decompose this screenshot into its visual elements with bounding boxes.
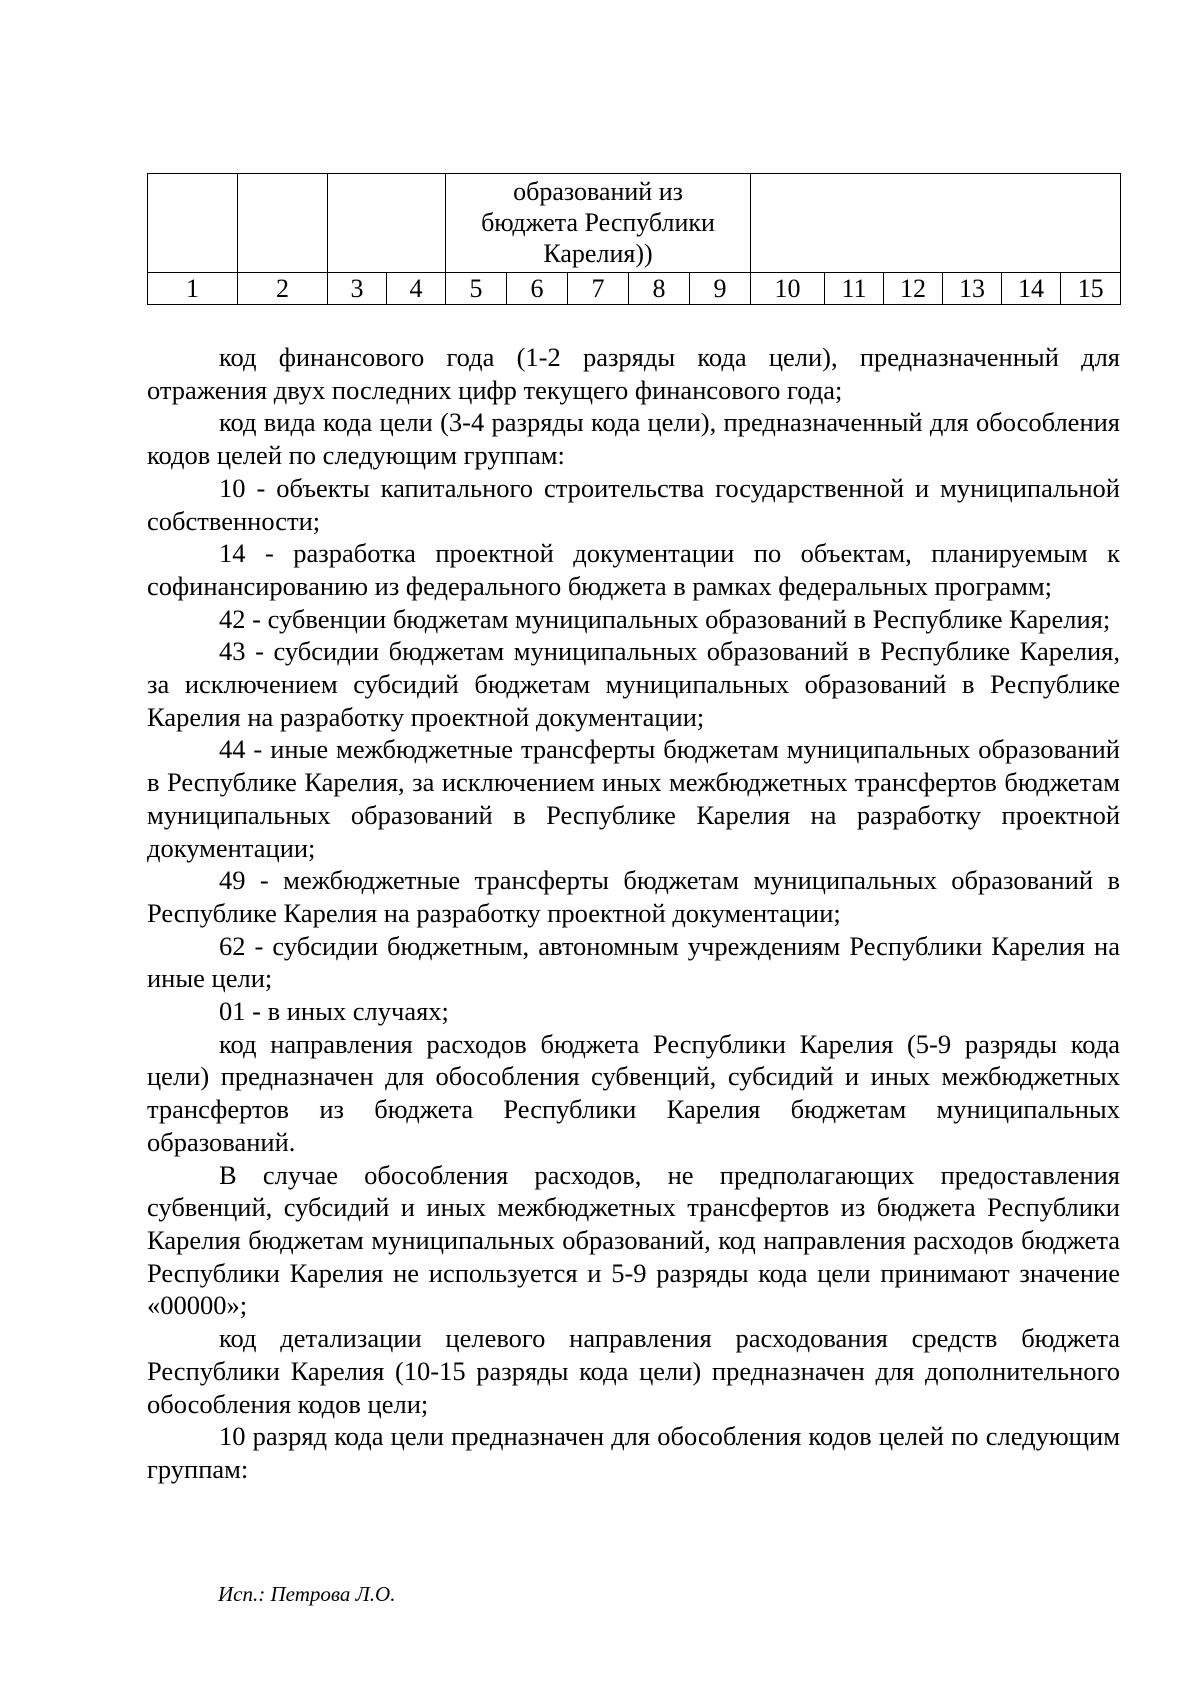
paragraph: код вида кода цели (3-4 разряды кода цели), предназначенный для обособления кодов целей по следующим группам: xyxy=(147,407,1120,471)
paragraph: 42 - субвенции бюджетам муниципальных образований в Республике Карелия; xyxy=(219,603,1111,634)
column-number: 5 xyxy=(446,273,507,305)
column-number: 3 xyxy=(328,273,387,305)
paragraph: 14 - разработка проектной документации по объектам, планируемым к софинансированию из федерального бюджета в рамках федеральных программ; xyxy=(147,538,1120,601)
column-number: 14 xyxy=(1002,273,1061,305)
column-number: 2 xyxy=(238,273,328,305)
paragraph: код направления расходов бюджета Республики Карелия (5-9 разряды кода цели) предназначен для обособления субвенций, субсидий и иных межбюджетных трансфертов из бюджета Республики Карелия бюджетам муниципальных образований. xyxy=(147,1028,1120,1157)
paragraph: 43 - субсидии бюджетам муниципальных образований в Республике Карелия, за исключением субсидий бюджетам муниципальных образований в Республике Карелия на разработку проектной документации; xyxy=(147,636,1120,732)
header-cell-5-9 xyxy=(446,174,751,273)
column-number: 1 xyxy=(148,273,238,305)
column-number: 15 xyxy=(1061,273,1121,305)
column-number: 8 xyxy=(629,273,690,305)
paragraph: 10 - объекты капитального строительства государственной и муниципальной собственности; xyxy=(147,472,1120,536)
header-cell-3-4 xyxy=(328,174,446,273)
paragraph: 10 разряд кода цели предназначен для обособления кодов целей по следующим группам: xyxy=(147,1421,1120,1484)
column-number: 12 xyxy=(884,273,943,305)
column-number: 13 xyxy=(943,273,1002,305)
paragraph: 49 - межбюджетные трансферты бюджетам муниципальных образований в Республике Карелия на разработку проектной документации; xyxy=(147,865,1120,928)
header-text-line-3: Карелия)) xyxy=(543,239,653,268)
table-number-row xyxy=(148,273,1121,305)
header-cell-2 xyxy=(238,174,328,273)
column-number: 4 xyxy=(387,273,446,305)
header-cell-1 xyxy=(148,174,238,273)
paragraph: 62 - субсидии бюджетным, автономным учреждениям Республики Карелия на иные цели; xyxy=(147,930,1120,994)
header-text-line-1: образований из xyxy=(513,177,683,206)
header-text-line-2: бюджета Республики xyxy=(481,208,715,237)
column-number: 10 xyxy=(751,273,825,305)
document-body xyxy=(147,341,1120,1486)
paragraph: 01 - в иных случаях; xyxy=(219,996,449,1027)
paragraph: код детализации целевого направления расходования средств бюджета Республики Карелия (10-15 разряды кода цели) предназначен для дополнительного обособления кодов цели; xyxy=(147,1323,1120,1419)
header-cell-10-15 xyxy=(751,174,1121,273)
paragraph: код финансового года (1-2 разряды кода цели), предназначенный для отражения двух последних цифр текущего финансового года; xyxy=(147,342,1120,405)
executor-note: Исп.: Петрова Л.О. xyxy=(218,1582,396,1606)
code-structure-table xyxy=(147,173,1121,305)
paragraph: В случае обособления расходов, не предполагающих предоставления субвенций, субсидий и иных межбюджетных трансфертов из бюджета Республики Карелия бюджетам муниципальных образований, код направления расходов бюджета Республики Карелия не используется и 5-9 разряды кода цели принимают значение «00000»; xyxy=(147,1159,1120,1321)
column-number: 6 xyxy=(507,273,568,305)
table-header-row xyxy=(148,174,1121,273)
column-number: 11 xyxy=(825,273,884,305)
column-number: 7 xyxy=(568,273,629,305)
paragraph: 44 - иные межбюджетные трансферты бюджетам муниципальных образований в Республике Карелия, за исключением иных межбюджетных трансфертов бюджетам муниципальных образований в Республике Карелия на разработку проектной документации; xyxy=(147,734,1120,863)
column-number: 9 xyxy=(690,273,751,305)
